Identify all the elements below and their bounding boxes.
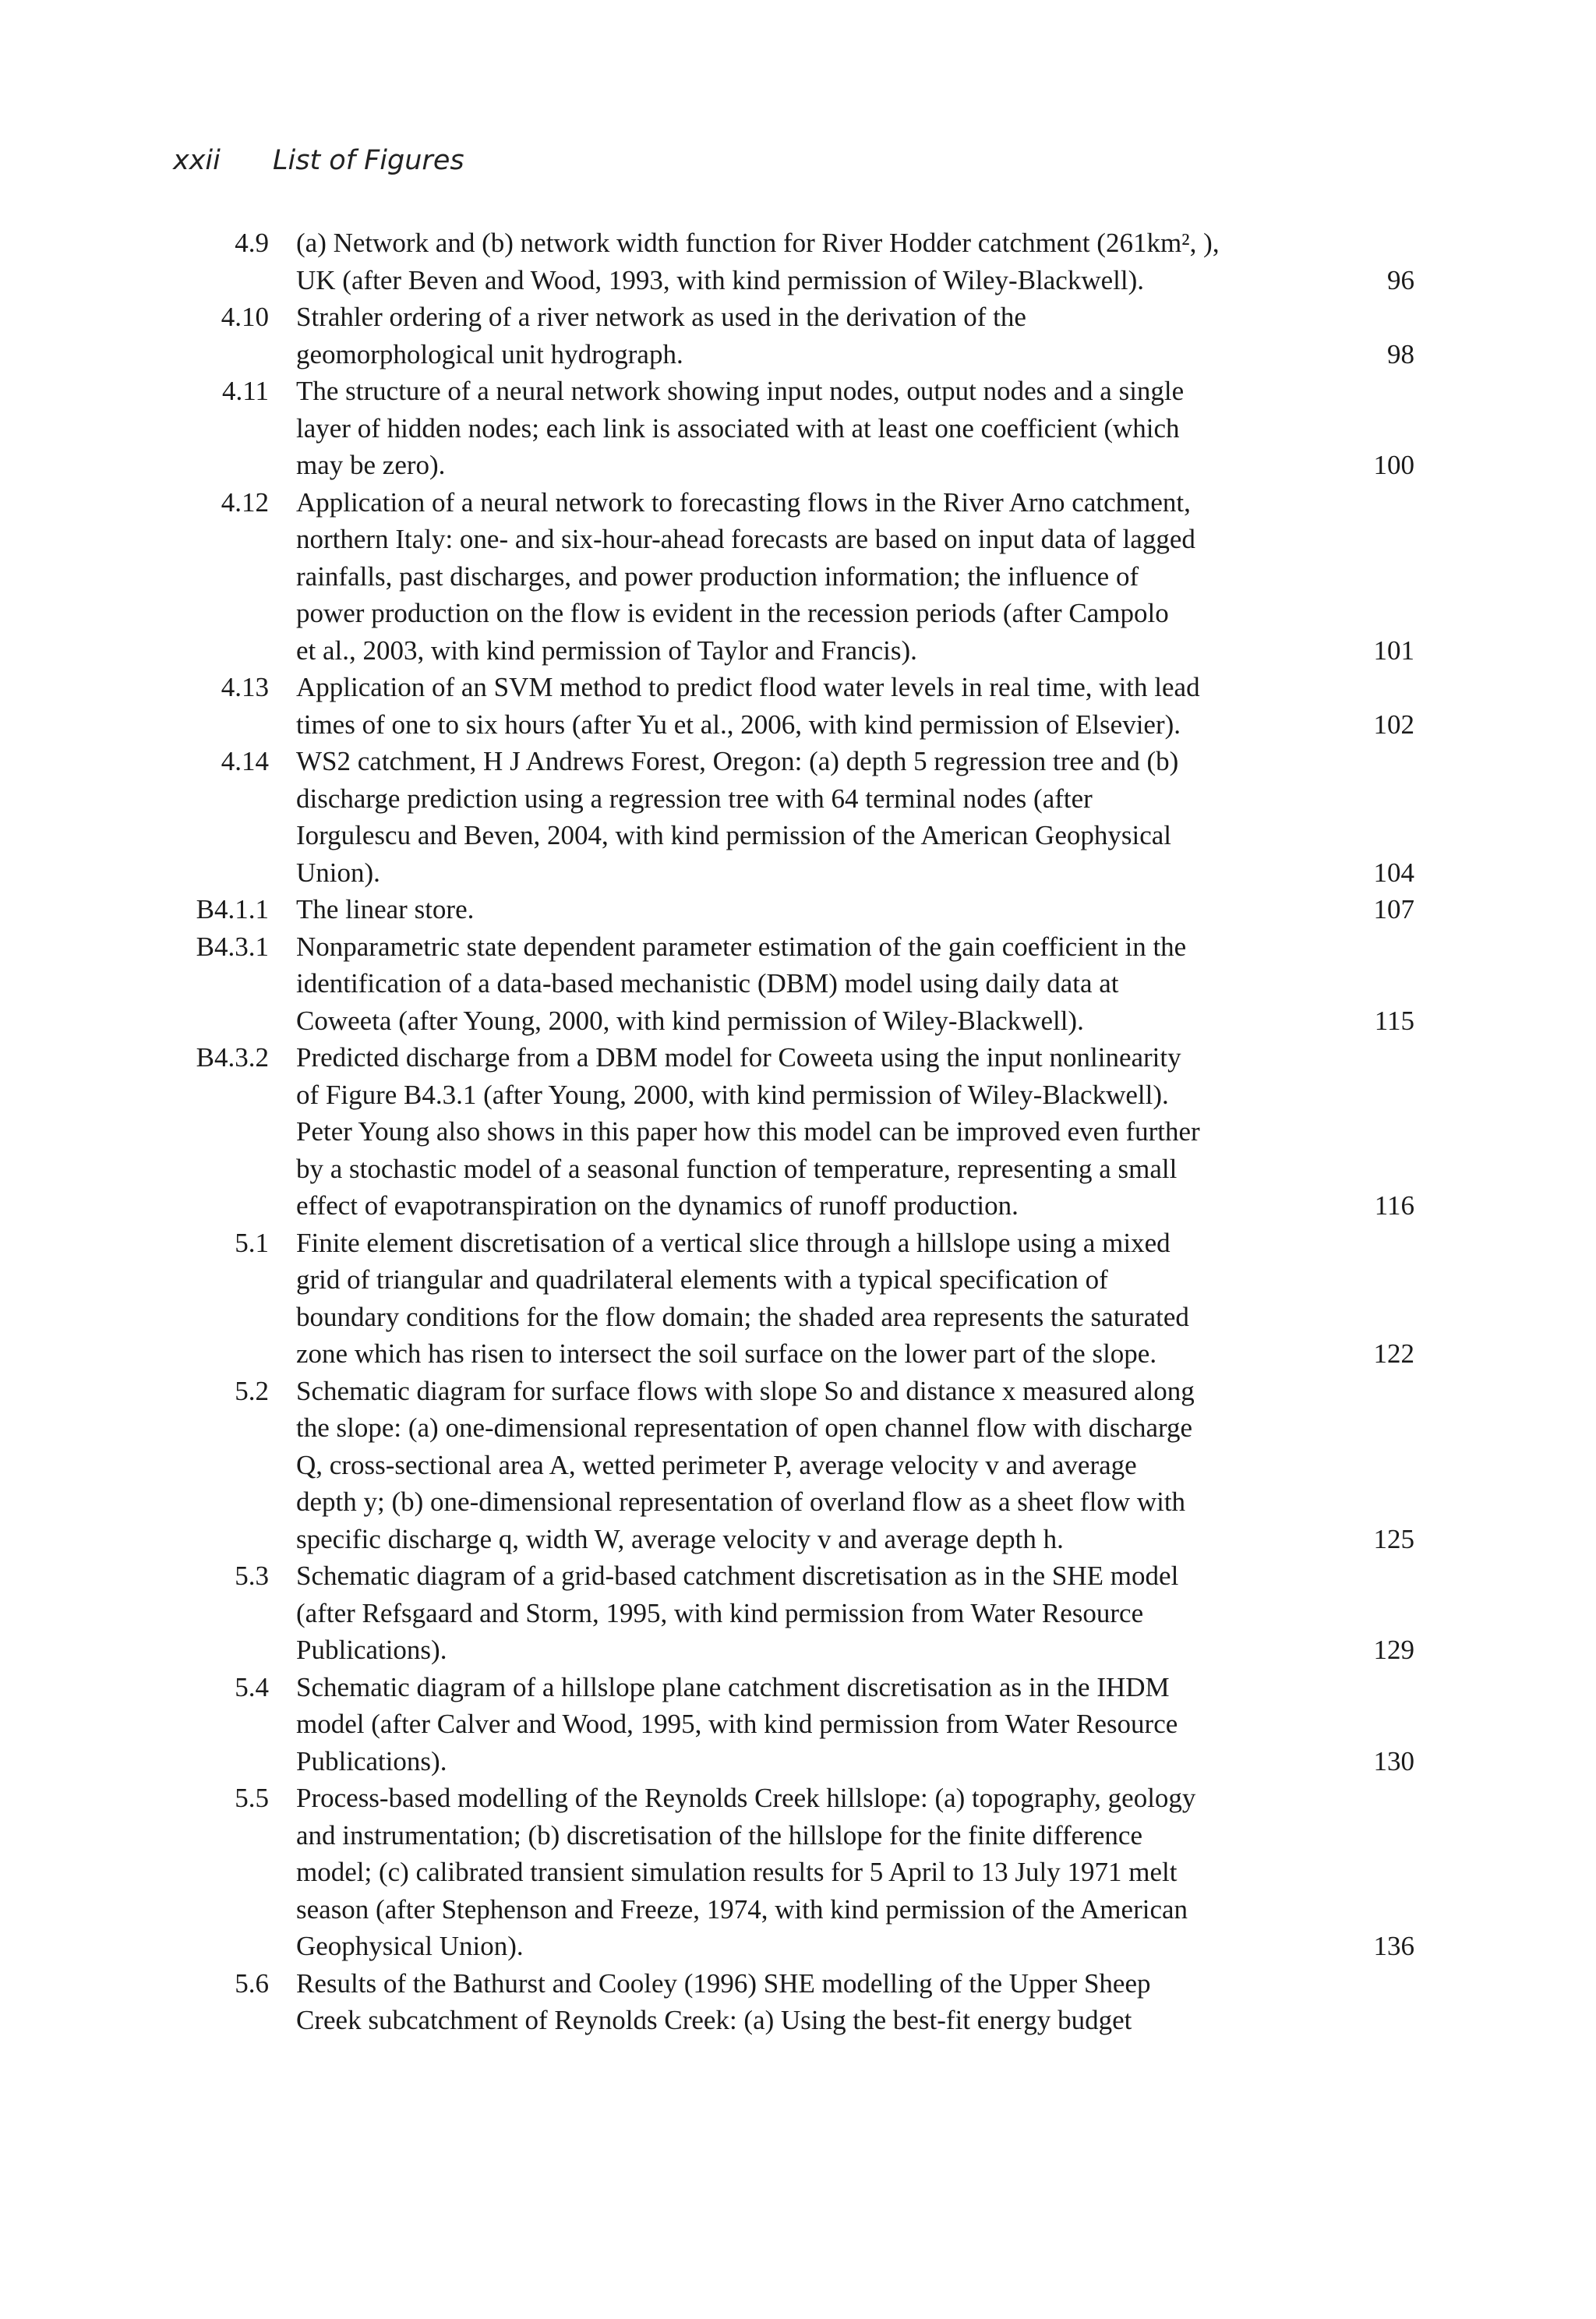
page-reference: 122 <box>1373 1338 1414 1369</box>
caption-line: WS2 catchment, H J Andrews Forest, Oregon: (a) depth 5 regression tree and (b) <box>296 746 1179 776</box>
caption-line: season (after Stephenson and Freeze, 1974, with kind permission of the American <box>296 1893 1188 1925</box>
caption-line: boundary conditions for the flow domain; the shaded area represents the saturated <box>296 1301 1189 1332</box>
caption-line: et al., 2003, with kind permission of Taylor and Francis). <box>296 635 917 666</box>
figure-entry <box>0 669 1596 743</box>
figure-entry <box>0 373 1596 484</box>
caption-line: geomorphological unit hydrograph. <box>296 338 683 369</box>
figure-number: 5.2 <box>235 1375 269 1406</box>
caption-line: Application of an SVM method to predict flood water levels in real time, with lead <box>296 672 1200 702</box>
caption-line: the slope: (a) one-dimensional representation of open channel flow with discharge <box>296 1412 1193 1443</box>
caption-line: Q, cross-sectional area A, wetted perimeter P, average velocity v and average <box>296 1449 1137 1480</box>
caption-line: discharge prediction using a regression tree with 64 terminal nodes (after <box>296 783 1093 814</box>
figure-number: 4.13 <box>221 672 269 702</box>
caption-line: effect of evapotranspiration on the dynamics of runoff production. <box>296 1190 1019 1221</box>
caption-line: Union). <box>296 857 380 888</box>
caption-line: Strahler ordering of a river network as used in the derivation of the <box>296 302 1026 332</box>
figure-caption <box>296 299 1301 373</box>
figure-entry <box>0 928 1596 1040</box>
caption-line: power production on the flow is evident in the recession periods (after Campolo <box>296 598 1169 628</box>
figure-number: B4.1.1 <box>196 894 269 924</box>
page-reference: 136 <box>1373 1931 1414 1961</box>
figure-entry <box>0 299 1596 373</box>
figure-entry <box>0 1039 1596 1225</box>
caption-line: Schematic diagram of a hillslope plane catchment discretisation as in the IHDM <box>296 1671 1170 1702</box>
figure-caption <box>296 1669 1301 1780</box>
page-reference: 98 <box>1387 338 1414 369</box>
caption-line: The structure of a neural network showing input nodes, output nodes and a single <box>296 376 1185 406</box>
figure-number: 4.10 <box>221 302 269 332</box>
caption-line: identification of a data-based mechanistic (DBM) model using daily data at <box>296 968 1119 999</box>
figure-caption <box>296 1965 1301 2039</box>
caption-line: Peter Young also shows in this paper how this model can be improved even further <box>296 1116 1200 1147</box>
figure-caption <box>296 928 1301 1040</box>
figure-number: 5.3 <box>235 1561 269 1591</box>
caption-line: may be zero). <box>296 450 446 480</box>
caption-line: rainfalls, past discharges, and power production information; the influence of <box>296 560 1139 592</box>
caption-line: model (after Calver and Wood, 1995, with kind permission from Water Resource <box>296 1709 1178 1739</box>
figure-entry <box>0 743 1596 891</box>
figure-entry <box>0 1780 1596 1965</box>
caption-line: Finite element discretisation of a vertical slice through a hillslope using a mixed <box>296 1227 1171 1258</box>
figure-number: 4.9 <box>235 228 269 258</box>
caption-line: The linear store. <box>296 894 475 924</box>
caption-line: Geophysical Union). <box>296 1931 524 1961</box>
page-reference: 107 <box>1373 894 1414 924</box>
caption-line: of Figure B4.3.1 (after Young, 2000, with kind permission of Wiley-Blackwell). <box>296 1079 1169 1110</box>
caption-line: depth y; (b) one-dimensional representation of overland flow as a sheet flow with <box>296 1486 1186 1517</box>
page-reference: 116 <box>1374 1190 1414 1221</box>
figure-entry <box>0 484 1596 670</box>
page-reference: 130 <box>1373 1745 1414 1776</box>
figure-caption <box>296 224 1301 299</box>
running-header <box>173 145 464 176</box>
caption-line: grid of triangular and quadrilateral elements with a typical specification of <box>296 1264 1108 1295</box>
page-number: xxii <box>173 145 221 176</box>
caption-line: times of one to six hours (after Yu et al., 2006, with kind permission of Elsevier). <box>296 709 1181 740</box>
caption-line: specific discharge q, width W, average velocity v and average depth h. <box>296 1523 1064 1554</box>
caption-line: Predicted discharge from a DBM model for Coweeta using the input nonlinearity <box>296 1042 1181 1073</box>
caption-line: Application of a neural network to forecasting flows in the River Arno catchment, <box>296 486 1191 518</box>
page-reference: 104 <box>1373 857 1414 888</box>
figure-entry <box>0 1557 1596 1669</box>
caption-line: Coweeta (after Young, 2000, with kind permission of Wiley-Blackwell). <box>296 1005 1084 1036</box>
figure-number: 5.6 <box>235 1967 269 1999</box>
figure-entry <box>0 1225 1596 1373</box>
figure-number: B4.3.1 <box>196 931 269 962</box>
caption-line: by a stochastic model of a seasonal function of temperature, representing a small <box>296 1153 1178 1184</box>
caption-line: Iorgulescu and Beven, 2004, with kind permission of the American Geophysical <box>296 820 1172 850</box>
caption-line: (a) Network and (b) network width function for River Hodder catchment (261km², ), <box>296 228 1220 258</box>
caption-line: Schematic diagram of a grid-based catchment discretisation as in the SHE model <box>296 1561 1179 1591</box>
figure-caption <box>296 1557 1301 1669</box>
figure-entry <box>0 1669 1596 1780</box>
figure-entry <box>0 1965 1596 2039</box>
figure-list <box>0 224 1596 2039</box>
page-reference: 100 <box>1373 450 1414 480</box>
figure-entry <box>0 1373 1596 1558</box>
caption-line: Schematic diagram for surface flows with slope So and distance x measured along <box>296 1375 1195 1406</box>
figure-caption <box>296 743 1301 891</box>
page-reference: 125 <box>1373 1523 1414 1554</box>
figure-number: 5.5 <box>235 1783 269 1813</box>
figure-number: 4.14 <box>221 746 269 776</box>
page-reference: 102 <box>1373 709 1414 740</box>
figure-number: 4.11 <box>222 376 269 406</box>
page-reference: 96 <box>1387 264 1414 295</box>
figure-caption <box>296 1039 1301 1225</box>
caption-line: and instrumentation; (b) discretisation of the hillslope for the finite difference <box>296 1819 1142 1851</box>
figure-caption <box>296 891 1301 928</box>
figure-number: 5.4 <box>235 1671 269 1702</box>
figure-caption <box>296 1373 1301 1558</box>
caption-line: Process-based modelling of the Reynolds Creek hillslope: (a) topography, geology <box>296 1783 1196 1813</box>
running-title: List of Figures <box>273 145 464 176</box>
figure-caption <box>296 1780 1301 1965</box>
caption-line: UK (after Beven and Wood, 1993, with kind permission of Wiley-Blackwell). <box>296 264 1145 295</box>
caption-line: layer of hidden nodes; each link is associated with at least one coefficient (which <box>296 412 1180 444</box>
caption-line: Results of the Bathurst and Cooley (1996) SHE modelling of the Upper Sheep <box>296 1967 1151 1999</box>
caption-line: Publications). <box>296 1635 447 1665</box>
page-reference: 115 <box>1374 1005 1414 1036</box>
caption-line: Creek subcatchment of Reynolds Creek: (a) Using the best-fit energy budget <box>296 2005 1132 2035</box>
figure-entry <box>0 891 1596 928</box>
figure-number: 4.12 <box>221 486 269 518</box>
caption-line: zone which has risen to intersect the soil surface on the lower part of the slope. <box>296 1338 1157 1369</box>
figure-number: B4.3.2 <box>196 1042 269 1073</box>
caption-line: (after Refsgaard and Storm, 1995, with kind permission from Water Resource <box>296 1597 1144 1628</box>
caption-line: model; (c) calibrated transient simulation results for 5 April to 13 July 1971 melt <box>296 1857 1178 1887</box>
figure-caption <box>296 373 1301 484</box>
figure-caption <box>296 484 1301 670</box>
caption-line: northern Italy: one- and six-hour-ahead forecasts are based on input data of lagged <box>296 524 1195 554</box>
figure-caption <box>296 1225 1301 1373</box>
caption-line: Publications). <box>296 1745 447 1776</box>
caption-line: Nonparametric state dependent parameter estimation of the gain coefficient in the <box>296 931 1187 962</box>
figure-entry <box>0 224 1596 299</box>
figure-number: 5.1 <box>235 1227 269 1258</box>
page-reference: 101 <box>1373 635 1414 666</box>
page-reference: 129 <box>1373 1635 1414 1665</box>
figure-caption <box>296 669 1301 743</box>
